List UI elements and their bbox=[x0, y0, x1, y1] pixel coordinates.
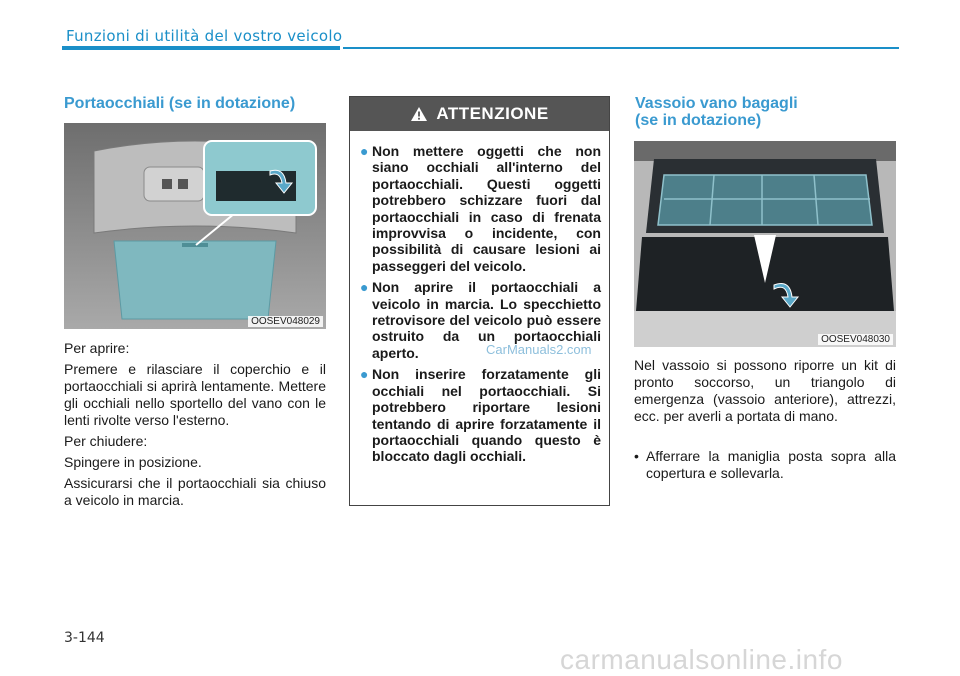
paragraph: Spingere in posizione. bbox=[64, 454, 202, 470]
right-body-text: Nel vassoio si possono riporre un kit di pronto soccorso, un triangolo di emergenza (vassoio anteriore), attrezzi, ecc. per averli a portata di mano. bbox=[634, 357, 896, 424]
paragraph: Per aprire: bbox=[64, 340, 130, 356]
warning-item bbox=[360, 366, 601, 464]
warning-triangle-icon bbox=[410, 106, 428, 122]
warning-heading: ATTENZIONE bbox=[436, 104, 549, 123]
right-bullet bbox=[634, 448, 896, 482]
section-title-vassoio bbox=[635, 95, 897, 129]
page-number: 3-144 bbox=[64, 630, 105, 646]
paragraph: Assicurarsi che il portaocchiali sia chiuso a veicolo in marcia. bbox=[64, 475, 326, 508]
header-rule-thick bbox=[62, 46, 340, 50]
photo-code: OOSEV048030 bbox=[818, 334, 893, 345]
warning-header bbox=[350, 97, 609, 131]
warning-item-text: Non mettere oggetti che non siano occhiali all'interno del portaocchiali. Questi oggetti potrebbero schizzare fuori dal portaocchiali in caso di frenata improvvisa o incidente, con possibilità di causare lesioni ai passeggeri del veicolo. bbox=[372, 143, 601, 274]
header-rule-thin bbox=[343, 47, 899, 49]
left-body-text bbox=[64, 340, 326, 513]
watermark-carmanuals2: CarManuals2.com bbox=[486, 342, 592, 357]
photo-sunglass-holder bbox=[64, 123, 326, 329]
bullet-dot-icon: • bbox=[634, 448, 639, 464]
section-title-line: Vassoio vano bagagli bbox=[635, 95, 798, 112]
section-title-portaocchiali: Portaocchiali (se in dotazione) bbox=[64, 95, 296, 112]
section-title-line: (se in dotazione) bbox=[635, 112, 762, 129]
sunglass-holder-illustration bbox=[64, 123, 326, 329]
cargo-tray-illustration bbox=[634, 141, 896, 347]
photo-code: OOSEV048029 bbox=[248, 316, 323, 327]
watermark-carmanualsonline: carmanualsonline.info bbox=[560, 644, 843, 675]
bullet-dot-icon: ● bbox=[360, 279, 369, 296]
warning-box bbox=[349, 96, 610, 506]
bullet-dot-icon: ● bbox=[360, 143, 369, 159]
paragraph: Per chiudere: bbox=[64, 433, 148, 449]
paragraph: Premere e rilasciare il coperchio e il portaocchiali si aprirà lentamente. Mettere gli occhiali nello sportello del vano con le lenti rivolte verso l'esterno. bbox=[64, 361, 326, 428]
warning-item-text: Non aprire il portaocchiali a veicolo in marcia. Lo specchietto retrovisore del veicolo può essere ostruito da un portaocchiali aperto. bbox=[372, 279, 601, 361]
warning-item bbox=[360, 143, 601, 274]
chapter-title: Funzioni di utilità del vostro veicolo bbox=[66, 27, 343, 45]
photo-cargo-tray bbox=[634, 141, 896, 347]
warning-list bbox=[350, 131, 609, 465]
bullet-dot-icon: ● bbox=[360, 366, 369, 383]
bullet-text: Afferrare la maniglia posta sopra alla copertura e sollevarla. bbox=[646, 448, 896, 481]
warning-item-text: Non inserire forzatamente gli occhiali nel portaocchiali. Si potrebbero riportare lesioni tentando di aprire forzatamente il portaocchiali quando questo è bloccato dagli occhiali. bbox=[372, 366, 601, 465]
